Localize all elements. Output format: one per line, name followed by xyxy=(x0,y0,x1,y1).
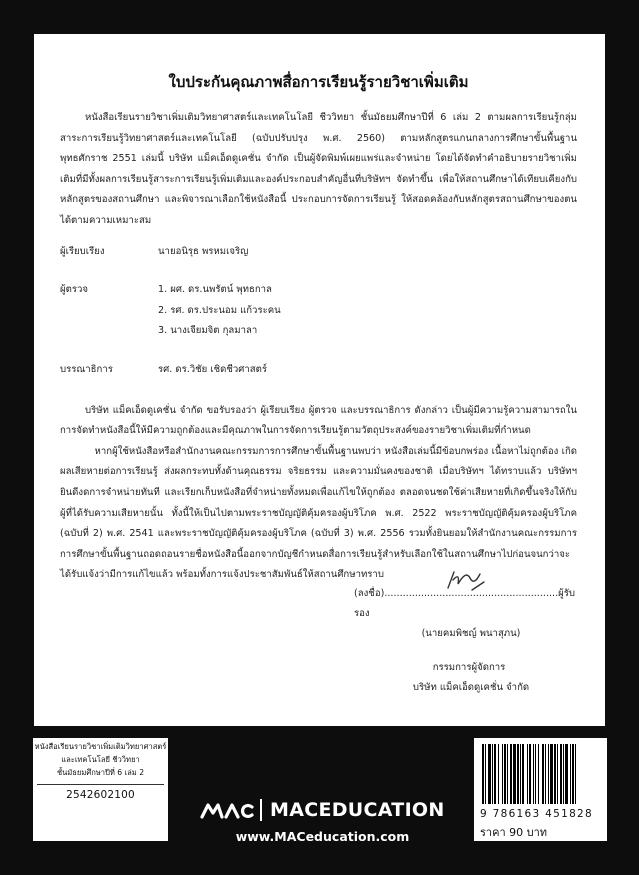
barcode-bar xyxy=(492,744,493,804)
barcode-bar xyxy=(554,744,556,804)
guarantee-sheet xyxy=(34,34,605,726)
price-label: ราคา 90 บาท xyxy=(480,826,548,839)
barcode-bar xyxy=(504,744,506,804)
role-label: ผู้ตรวจ xyxy=(60,284,89,296)
barcode-box xyxy=(474,738,607,841)
role-row-author xyxy=(60,242,577,263)
barcode-bar xyxy=(498,744,499,804)
publisher-brand xyxy=(200,795,445,825)
signature-block xyxy=(354,574,574,698)
page-title: ใบประกันคุณภาพสื่อการเรียนรู้รายวิชาเพิ่มเติม xyxy=(168,73,469,91)
barcode-bar xyxy=(575,744,576,804)
website-url: www.MACeducation.com xyxy=(235,829,410,844)
barcode-bar xyxy=(545,744,546,804)
person-name: นายอนิรุธ พรหมเจริญ xyxy=(158,245,249,257)
contributors-list xyxy=(60,242,577,381)
barcode-bar xyxy=(488,744,491,804)
book-title-line: และเทคโนโลยี ชีววิทยา xyxy=(61,755,140,764)
barcode-bar xyxy=(513,744,516,804)
barcode-bar xyxy=(565,744,568,804)
sign-line: (ลงชื่อ).........................................................ผู้รับรอง xyxy=(354,588,576,619)
barcode-bar xyxy=(557,744,558,804)
barcode-bar xyxy=(533,744,534,804)
person-name: 2. รศ. ดร.ประนอม แก้วระคน xyxy=(158,304,281,316)
barcode-bar xyxy=(563,744,564,804)
barcode-bar xyxy=(520,744,521,804)
barcode-bar xyxy=(507,744,508,804)
signer-position: กรรมการผู้จัดการ xyxy=(432,662,506,673)
barcode-bar xyxy=(570,744,571,804)
role-label: ผู้เรียบเรียง xyxy=(60,245,105,257)
barcode-bar xyxy=(560,744,562,804)
divider xyxy=(37,784,164,785)
book-title-line: หนังสือเรียนรายวิชาเพิ่มเติมวิทยาศาสตร์ xyxy=(34,742,167,751)
brand-separator xyxy=(260,799,262,821)
barcode-bar xyxy=(550,744,553,804)
barcode-bar xyxy=(502,744,503,804)
role-row-editor xyxy=(60,360,577,381)
barcode-bar xyxy=(517,744,519,804)
barcode-bar xyxy=(529,744,531,804)
barcode-bar xyxy=(527,744,528,804)
certification-paragraph: บริษัท แม็คเอ็ดดูเคชั่น จำกัด ขอรับรองว่า ผู้เรียบเรียง ผู้ตรวจ และบรรณาธิการ ดังกล่าว เป็นผู้มีความรู้ความสามารถในการจัดทำหนังสือนี้ให้มีความถูกต้องและมีคุณภาพในการจัดการเรียนรู้ตามวัตถุประสงค์ของรายวิชาเพิ่มเติมที่กำหนด xyxy=(60,404,577,437)
barcode-bar xyxy=(548,744,549,804)
intro-paragraph: หนังสือเรียนรายวิชาเพิ่มเติมวิทยาศาสตร์และเทคโนโลยี ชีววิทยา ชั้นมัธยมศึกษาปีที่ 6 เล่ม 2 ตามผลการเรียนรู้กลุ่มสาระการเรียนรู้วิทยาศาสตร์และเทคโนโลยี (ฉบับปรับปรุง พ.ศ. 2560) ตามหลักสูตรแกนกลางการศึกษาขั้นพื้นฐาน พุทธศักราช 2551 เล่มนี้ บริษัท แม็คเอ็ดดูเคชั่น จำกัด เป็นผู้จัดพิมพ์เผยแพร่และจำหน่าย โดยได้จัดทำคำอธิบายรายวิชาเพิ่มเติมที่มีทั้งผลการเรียนรู้สาระการเรียนรู้เพิ่มเติมและองค์ประกอบสำคัญอื่นที่บริษัทฯ จัดทำขึ้น เพื่อให้สถานศึกษาได้เทียบเคียงกับหลักสูตรของสถานศึกษา และพิจารณาเลือกใช้หนังสือนี้ ประกอบการจัดการเรียนรู้ ให้สอดคล้องกับหลักสูตรสถานศึกษาของตนได้ตามความเหมาะสม xyxy=(60,112,577,226)
book-code: 2542602100 xyxy=(66,789,135,801)
handwritten-signature xyxy=(444,568,490,596)
barcode-bar xyxy=(494,744,496,804)
book-info-box xyxy=(33,738,168,841)
role-row-reviewers xyxy=(60,280,577,342)
person-name: 3. นางเจียมจิต กุลมาลา xyxy=(158,325,258,337)
barcode-bar xyxy=(572,744,574,804)
barcode-bar xyxy=(485,744,486,804)
brand-name: MACEDUCATION xyxy=(270,799,445,821)
signer-name: (นายคมพิชญ์ พนาสุภน) xyxy=(421,628,521,639)
barcode-bar xyxy=(538,744,539,804)
company-name: บริษัท แม็คเอ็ดดูเคชั่น จำกัด xyxy=(412,682,530,693)
person-name: รศ. ดร.วิชัย เชิดชีวศาสตร์ xyxy=(158,363,267,375)
barcode-bar xyxy=(510,744,512,804)
person-name: 1. ผศ. ดร.นพรัตน์ พุทธกาล xyxy=(158,284,272,296)
barcode-graphic xyxy=(480,744,601,806)
liability-paragraph: หากผู้ใช้หนังสือหรือสำนักงานคณะกรรมการการศึกษาขั้นพื้นฐานพบว่า หนังสือเล่มนี้มีข้อบกพร่อง เนื้อหาไม่ถูกต้อง เกิดผลเสียหายต่อการเรียนรู้ ส่งผลกระทบทั้งด้านคุณธรรม จริยธรรม และความมั่นคงของชาติ เมื่อบริษัทฯ ได้ทราบแล้ว บริษัทฯ ยินดีงดการจำหน่ายทันที และเรียกเก็บหนังสือที่จำหน่ายทั้งหมดเพื่อแก้ไขให้ถูกต้อง ตลอดจนชดใช้ค่าเสียหายที่เกิดขึ้นจริงให้กับผู้ที่ได้รับความเสียหายนั้น ทั้งนี้ให้เป็นไปตามพระราชบัญญัติคุ้มครองผู้บริโภค พ.ศ. 2522 พระราชบัญญัติคุ้มครองผู้บริโภค (ฉบับที่ 2) พ.ศ. 2541 และพระราชบัญญัติคุ้มครองผู้บริโภค (ฉบับที่ 3) พ.ศ. 2556 รวมทั้งยินยอมให้สำนักงานคณะกรรมการการศึกษาขั้นพื้นฐานถอดถอนรายชื่อหนังสือนี้ออกจากบัญชีกำหนดสื่อการเรียนรู้สำหรับเลือกใช้ในสถานศึกษาไปก่อนจนกว่าจะได้รับแจ้งว่ามีการแก้ไขแล้ว พร้อมทั้งการแจ้งประชาสัมพันธ์ให้สถานศึกษาทราบ xyxy=(60,445,577,581)
barcode-bar xyxy=(482,744,484,804)
role-label: บรรณาธิการ xyxy=(60,363,113,375)
barcode-bar xyxy=(522,744,524,804)
barcode-bar xyxy=(542,744,544,804)
barcode-bar xyxy=(535,744,536,804)
isbn-number: 9 786163 451828 xyxy=(480,808,594,820)
book-title-line: ชั้นมัธยมศึกษาปีที่ 6 เล่ม 2 xyxy=(56,768,145,777)
mac-logo-icon xyxy=(200,799,254,821)
